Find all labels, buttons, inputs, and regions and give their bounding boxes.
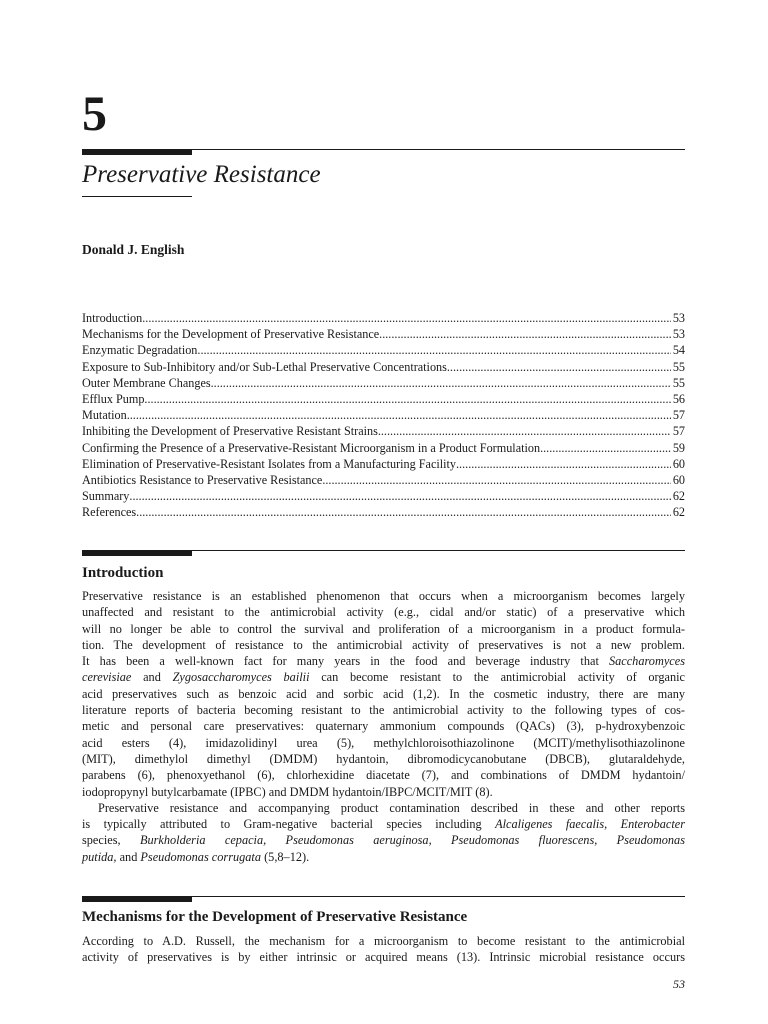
section-rule-accent [82, 550, 192, 556]
toc-entry-page: 55 [672, 359, 685, 374]
toc-entry[interactable] [82, 375, 685, 391]
text-line: Preservative resistance is an established phenomenon that occurs when a microorganism becomes largely [82, 589, 685, 603]
toc-entry[interactable] [82, 407, 685, 423]
toc-entry-page: 59 [672, 440, 685, 455]
toc-entry-page: 57 [672, 408, 685, 423]
text-run: (5,8–12). [261, 849, 310, 864]
mechanisms-paragraph-1 [82, 933, 685, 966]
toc-leader [456, 456, 671, 472]
table-of-contents [82, 310, 685, 520]
text-line: unaffected and resistant to the antimicrobial activity (e.g., cidal and/or static) of a preservative which [82, 605, 685, 620]
toc-entry[interactable] [82, 440, 685, 456]
toc-entry-page: 62 [672, 505, 685, 520]
toc-entry-page: 56 [672, 391, 685, 406]
toc-entry[interactable] [82, 504, 685, 520]
toc-leader [197, 342, 670, 358]
toc-entry-page: 60 [672, 456, 685, 471]
toc-leader [211, 375, 671, 391]
text-line: will no longer be able to control the survival and proliferation of a microorganism in a product formula- [82, 621, 685, 636]
toc-entry-page: 54 [672, 343, 685, 358]
toc-entry-title: References [82, 505, 137, 520]
toc-entry[interactable] [82, 310, 685, 326]
text-run: and [131, 670, 173, 685]
toc-leader [142, 310, 671, 326]
toc-leader [322, 472, 671, 488]
toc-entry[interactable] [82, 359, 685, 375]
chapter-title: Preservative Resistance [82, 161, 321, 188]
species-name: Alcaligenes faecalis, Enterobacter [495, 817, 685, 832]
toc-entry-page: 60 [672, 472, 685, 487]
toc-entry-page: 53 [672, 311, 685, 325]
toc-entry-title: Antibiotics Resistance to Preservative Resistance [82, 472, 323, 487]
text-line [82, 669, 685, 685]
toc-entry-title: Outer Membrane Changes [82, 375, 211, 390]
toc-entry-title: Exposure to Sub-Inhibitory and/or Sub-Lethal Preservative Concentrations [82, 359, 447, 374]
text-line: Preservative resistance and accompanying product contamination described in these and other reports [98, 800, 685, 815]
toc-entry-title: Mechanisms for the Development of Preservative Resistance [82, 327, 380, 342]
species-name: putida, [82, 849, 117, 864]
toc-entry-page: 53 [672, 327, 685, 342]
text-run: species, [82, 833, 140, 848]
text-line: tion. The development of resistance to the antimicrobial activity of preservatives is not a new problem. [82, 637, 685, 652]
text-line: parabens (6), phenoxyethanol (6), chlorhexidine diacetate (7), and combinations of DMDM hydantoin/ [82, 768, 685, 783]
toc-entry-title: Confirming the Presence of a Preservative-Resistant Microorganism in a Product Formulation [82, 440, 541, 455]
species-name: Burkholderia cepacia, Pseudomonas aeruginosa, Pseudomonas fluorescens, Pseudomonas [139, 833, 685, 848]
title-underline [82, 196, 192, 197]
section-heading-mechanisms: Mechanisms for the Development of Preservative Resistance [82, 909, 468, 925]
toc-leader [129, 488, 670, 504]
toc-entry-page: 57 [672, 424, 685, 439]
toc-leader [378, 423, 671, 439]
text-line: literature reports of bacteria becoming resistant to the antimicrobial activity to the following types of cos- [82, 703, 685, 718]
species-name: Pseudomonas corrugata [140, 849, 261, 864]
species-name: cerevisiae [82, 670, 132, 685]
species-name: Saccharomyces [608, 654, 685, 669]
text-run: can become resistant to the antimicrobial activity of organic [309, 670, 686, 685]
chapter-rule-accent [82, 149, 192, 155]
toc-leader [136, 504, 671, 520]
toc-leader [447, 359, 671, 375]
page-number: 53 [673, 977, 685, 991]
section-rule-accent [82, 896, 192, 902]
text-run: and [116, 849, 141, 864]
toc-entry[interactable] [82, 342, 685, 358]
toc-entry-title: Summary [82, 489, 130, 504]
text-line: activity of preservatives is by either intrinsic or acquired means (13). Intrinsic microbial resistance occurs [82, 950, 685, 965]
author-name: Donald J. English [82, 242, 185, 257]
introduction-paragraph-1 [82, 588, 685, 865]
toc-leader [144, 391, 670, 407]
text-line: According to A.D. Russell, the mechanism for a microorganism to become resistant to the antimicrobial [82, 934, 685, 948]
toc-entry[interactable] [82, 391, 685, 407]
toc-entry-title: Inhibiting the Development of Preservative Resistant Strains [82, 424, 378, 439]
toc-entry[interactable] [82, 472, 685, 488]
section-heading-introduction: Introduction [82, 565, 164, 581]
chapter-number: 5 [82, 85, 107, 141]
text-line: acid esters (4), imidazolidinyl urea (5), methylchloroisothiazolinone (MCIT)/methylisothiazolinone [82, 735, 685, 750]
toc-entry-title: Mutation [82, 408, 127, 423]
toc-entry-page: 55 [672, 375, 685, 390]
toc-entry[interactable] [82, 456, 685, 472]
text-line: acid preservatives such as benzoic acid and sorbic acid (1,2). In the cosmetic industry, there are many [82, 686, 685, 701]
toc-entry-page: 62 [672, 489, 685, 504]
text-line: iodopropynyl butylcarbamate (IPBC) and DMDM hydantoin/IBPC/MCIT/MIT (8). [82, 784, 493, 799]
toc-leader [379, 326, 671, 342]
toc-entry[interactable] [82, 423, 685, 439]
text-line [82, 816, 685, 832]
text-line [82, 849, 685, 865]
toc-entry[interactable] [82, 326, 685, 342]
toc-entry[interactable] [82, 488, 685, 504]
text-line: (MIT), dimethylol dimethyl (DMDM) hydantoin, dibromodicycanobutane (DBCB), glutaraldehyde, [82, 751, 685, 766]
text-line [82, 653, 685, 669]
toc-entry-title: Introduction [82, 311, 143, 325]
toc-entry-title: Enzymatic Degradation [82, 343, 198, 358]
toc-leader [540, 440, 671, 456]
toc-leader [127, 407, 671, 423]
text-line [82, 832, 685, 848]
toc-entry-title: Efflux Pump [82, 391, 145, 406]
toc-entry-title: Elimination of Preservative-Resistant Isolates from a Manufacturing Facility [82, 456, 456, 471]
text-run: It has been a well-known fact for many years in the food and beverage industry that [82, 654, 609, 669]
text-run: is typically attributed to Gram-negative bacterial species including [82, 817, 496, 832]
text-line: metic and personal care preservatives: quaternary ammonium compounds (QACs) (3), p-hydroxybenzoic [82, 719, 685, 734]
species-name: Zygosaccharomyces bailii [172, 670, 310, 685]
